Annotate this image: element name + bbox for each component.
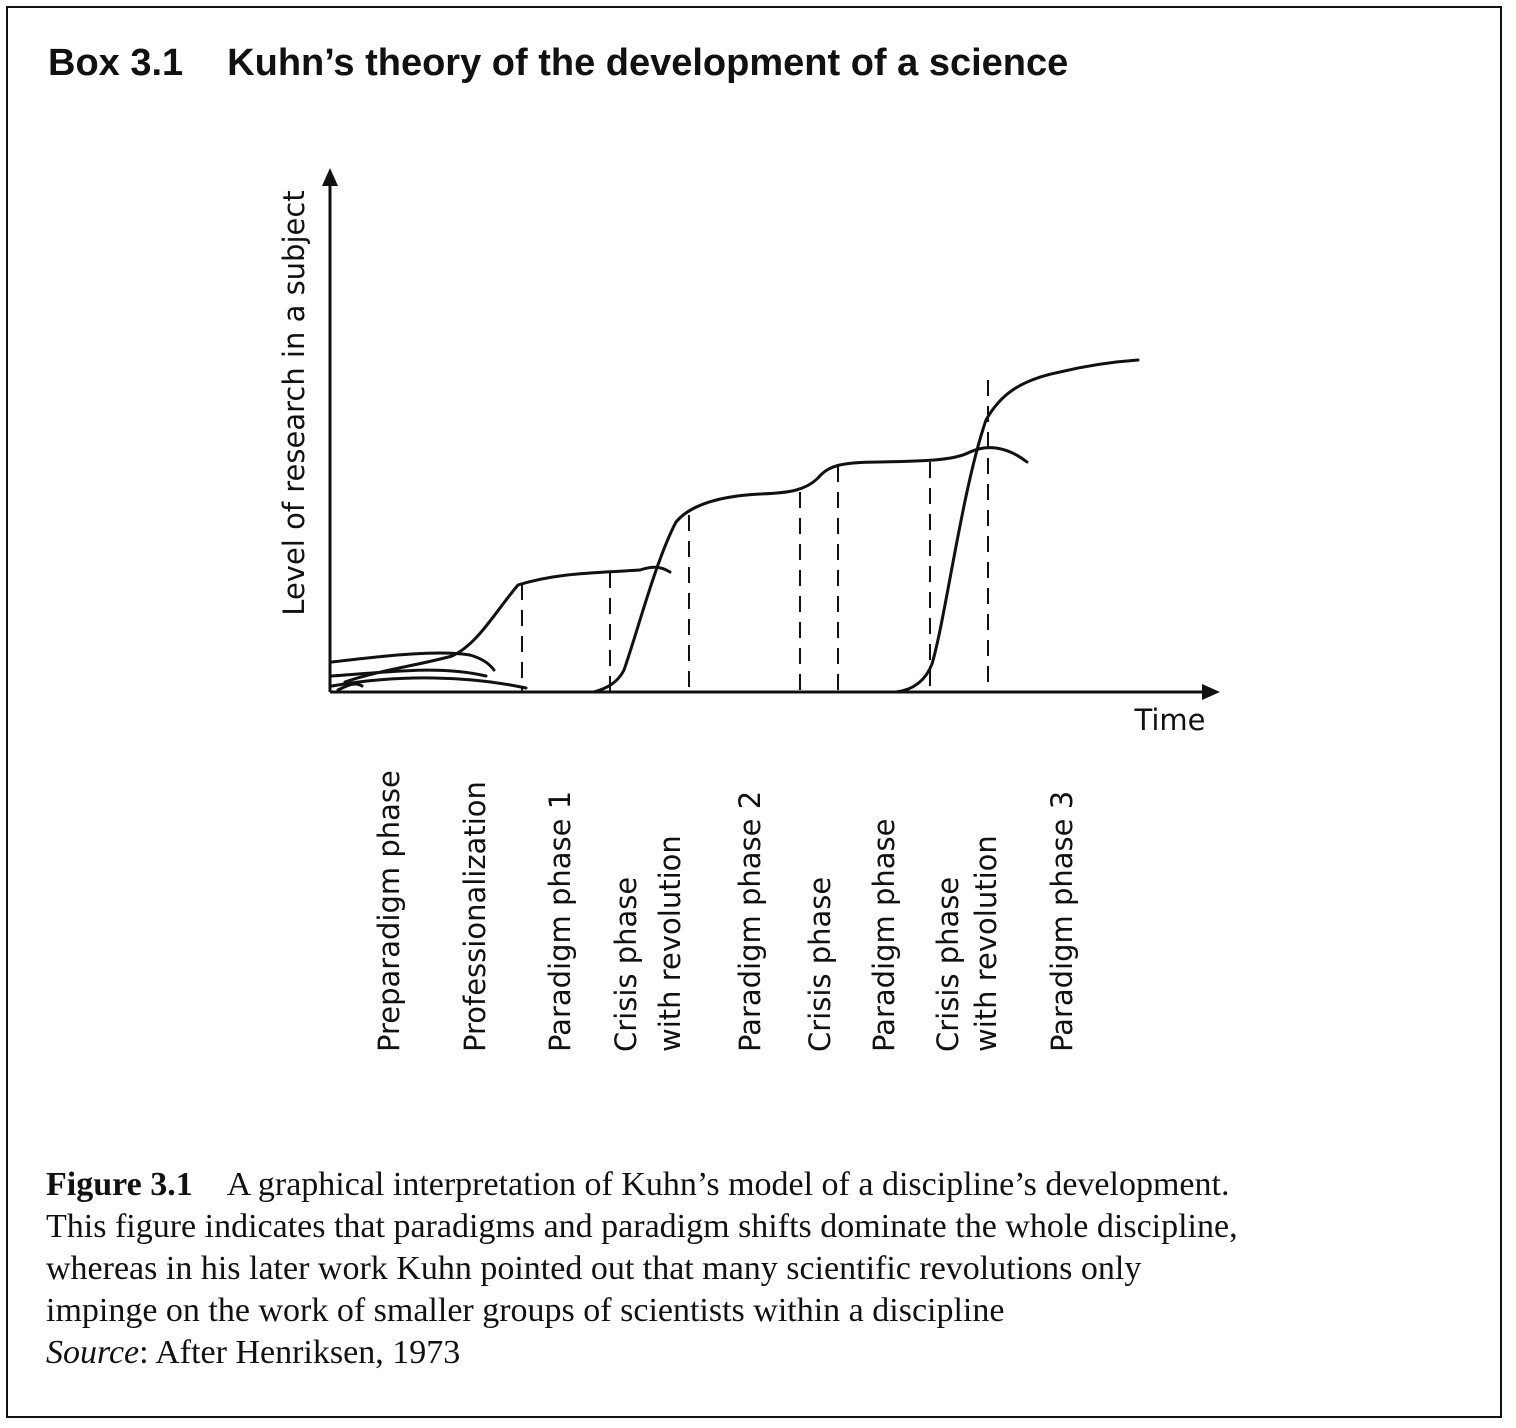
x-axis-arrow-icon [1202, 684, 1220, 700]
axes [322, 168, 1220, 700]
phase-label-crisis [803, 877, 837, 1052]
caption-line: impinge on the work of smaller groups of scientists within a discipline [46, 1292, 1005, 1329]
phase-label-line: Crisis phase [803, 876, 837, 1052]
phase-label-line: Professionalization [458, 781, 492, 1052]
figure-caption [46, 1164, 1466, 1374]
source-text: : After Henriksen, 1973 [139, 1334, 461, 1371]
phase-label-line: Paradigm phase 3 [1045, 790, 1079, 1052]
phase-label-line: Paradigm phase 2 [733, 790, 767, 1052]
paradigm-1-curve [345, 567, 670, 682]
box-number: Box 3.1 [48, 42, 184, 84]
phase-label-line: Preparadigm phase [372, 770, 406, 1052]
caption-line: whereas in his later work Kuhn pointed out that many scientific revolutions only [46, 1250, 1142, 1287]
figure-label: Figure 3.1 [46, 1166, 193, 1203]
phase-boundaries [522, 380, 988, 692]
phase-labels [372, 770, 1079, 1052]
phase-label-line: with revolution [969, 835, 1003, 1052]
phase-label-preparadigm [372, 770, 406, 1052]
phase-label-line: with revolution [653, 835, 687, 1052]
preparadigm-curve [332, 670, 486, 676]
phase-label-paradigm [867, 818, 901, 1052]
y-axis-arrow-icon [322, 168, 338, 186]
caption-text: A graphical interpretation of Kuhn’s model of a discipline’s development. [226, 1166, 1230, 1203]
phase-label-crisis-revolution-1 [609, 835, 687, 1052]
preparadigm-curve [332, 653, 494, 670]
caption-line [46, 1164, 1466, 1206]
caption-line: This figure indicates that paradigms and paradigm shifts dominate the whole discipline, [46, 1208, 1238, 1245]
phase-label-line: Crisis phase [931, 876, 965, 1052]
phase-label-paradigm-3 [1045, 791, 1079, 1052]
source-line [46, 1332, 1466, 1374]
phase-label-line: Paradigm phase [867, 818, 901, 1052]
y-axis-label: Level of research in a subject [277, 190, 311, 616]
paradigm-3-curve [896, 360, 1138, 692]
phase-label-line: Crisis phase [609, 876, 643, 1052]
phase-label-paradigm-1 [543, 791, 577, 1052]
box-title-text: Kuhn’s theory of the development of a science [227, 42, 1069, 84]
phase-label-crisis-revolution-2 [931, 835, 1003, 1052]
x-axis-label: Time [1134, 703, 1206, 737]
phase-label-professionalization [458, 781, 492, 1052]
phase-label-line: Paradigm phase 1 [543, 790, 577, 1052]
phase-label-paradigm-2 [733, 791, 767, 1052]
development-curves [332, 360, 1138, 692]
paradigm-2-curve [594, 448, 1027, 692]
source-label: Source [46, 1334, 140, 1371]
